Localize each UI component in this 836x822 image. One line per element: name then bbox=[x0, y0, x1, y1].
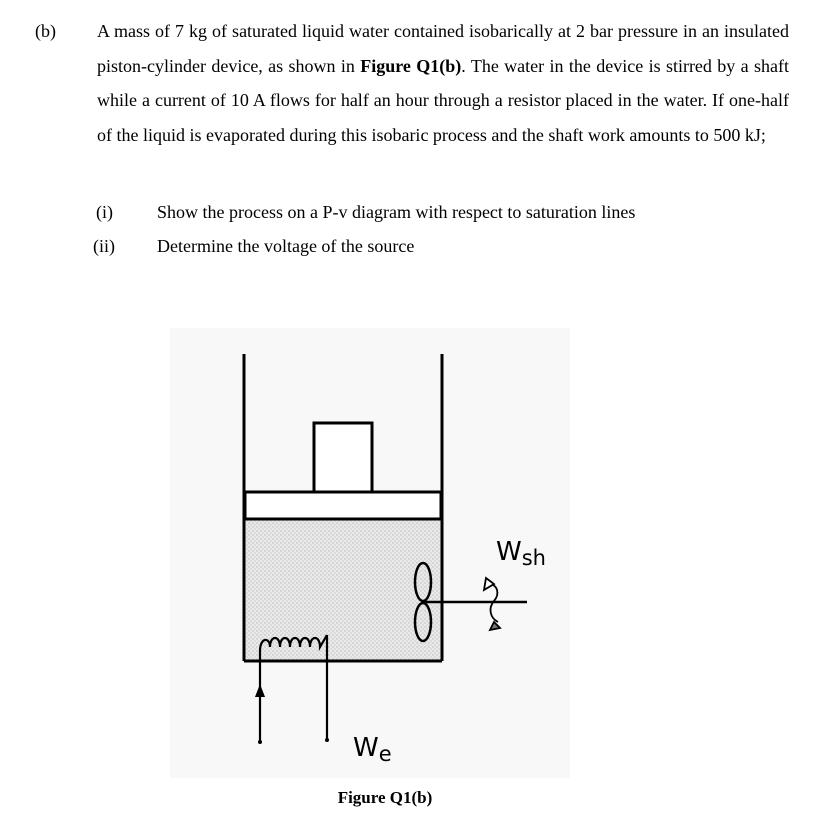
water-region bbox=[244, 519, 442, 661]
subpart-ii-number: (ii) bbox=[93, 236, 115, 256]
question-label: (b) bbox=[35, 21, 56, 41]
shaft-work-label: Wsh bbox=[496, 537, 546, 570]
figure-reference: Figure Q1(b) bbox=[360, 55, 462, 76]
piston-weight bbox=[314, 423, 372, 492]
question-text-before: A mass of 7 kg of saturated liquid water contained isobarically at 2 bar pressure in an insulated piston-cylinder device, as shown in bbox=[97, 21, 789, 76]
figure-caption: Figure Q1(b) bbox=[337, 788, 433, 807]
question-text-after: . The water in the device is stirred by a shaft while a current of 10 A flows for half an hour through a resistor placed in the water. If one-half of the liquid is evaporated during this isobaric process and the shaft work amounts to 500 kJ; bbox=[97, 55, 789, 145]
piston-cylinder-figure bbox=[160, 322, 580, 792]
lead-terminal bbox=[325, 738, 329, 742]
subpart-i-number: (i) bbox=[96, 202, 113, 222]
subpart-i-text: Show the process on a P-v diagram with respect to saturation lines bbox=[157, 202, 636, 222]
electric-work-label: We bbox=[353, 733, 392, 766]
subpart-ii-text: Determine the voltage of the source bbox=[157, 236, 415, 256]
lead-terminal bbox=[258, 740, 262, 744]
question-paragraph bbox=[97, 14, 789, 152]
piston bbox=[245, 492, 441, 519]
